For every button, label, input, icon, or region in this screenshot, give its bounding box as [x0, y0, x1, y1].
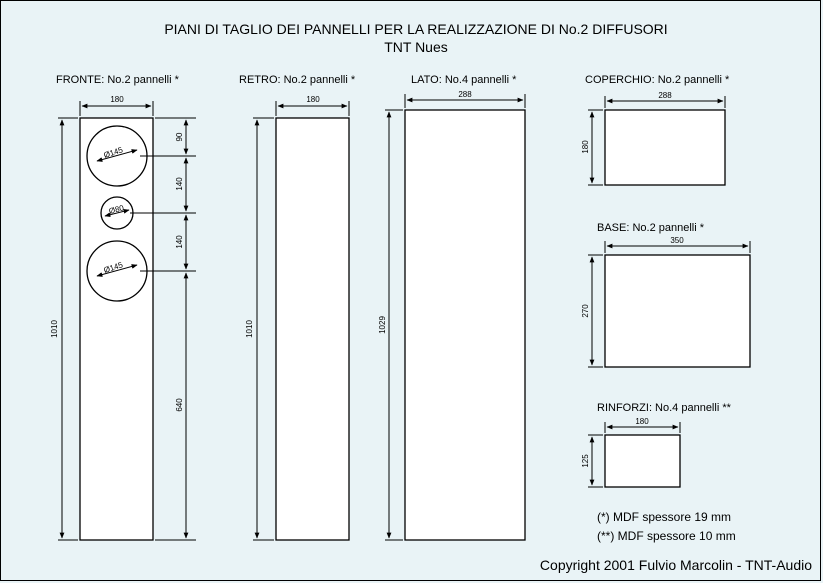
- fronte-seg4-value: 640: [175, 398, 184, 412]
- panel-retro: [239, 74, 356, 540]
- rinforzi-height-value: 125: [581, 454, 590, 468]
- rinforzi-panel-outline: [605, 435, 680, 487]
- lato-width-value: 288: [458, 90, 472, 99]
- hole3-diameter: Ø145: [102, 260, 124, 275]
- coperchio-label: COPERCHIO: No.2 pannelli *: [585, 74, 730, 86]
- panel-coperchio: [581, 74, 730, 185]
- lato-panel-outline: [405, 110, 525, 540]
- fronte-width-value: 180: [110, 95, 124, 104]
- panel-fronte: [50, 74, 196, 540]
- drawing-title: PIANI DI TAGLIO DEI PANNELLI PER LA REALIZZAZIONE DI No.2 DIFFUSORI: [164, 21, 668, 37]
- drawing-subtitle: TNT Nues: [384, 39, 448, 55]
- retro-label: RETRO: No.2 pannelli *: [239, 74, 356, 86]
- fronte-seg2-value: 140: [175, 177, 184, 191]
- fronte-seg1-value: 90: [175, 132, 184, 142]
- panel-rinforzi: [581, 402, 732, 487]
- lato-label: LATO: No.4 pannelli *: [411, 74, 517, 86]
- lato-height-value: 1029: [378, 316, 387, 334]
- hole1-diameter: Ø145: [102, 145, 124, 160]
- retro-panel-outline: [276, 118, 349, 540]
- retro-height-value: 1010: [245, 320, 254, 338]
- fronte-panel-outline: [80, 118, 153, 540]
- coperchio-panel-outline: [605, 110, 725, 185]
- rinforzi-label: RINFORZI: No.4 pannelli **: [597, 402, 731, 414]
- base-panel-outline: [605, 255, 750, 367]
- note-mdf-10: (**) MDF spessore 10 mm: [597, 529, 736, 543]
- rinforzi-width-value: 180: [635, 417, 649, 426]
- copyright-text: Copyright 2001 Fulvio Marcolin - TNT-Audio: [539, 557, 812, 573]
- coperchio-height-value: 180: [581, 140, 590, 154]
- note-mdf-19: (*) MDF spessore 19 mm: [597, 510, 732, 524]
- base-label: BASE: No.2 pannelli *: [597, 222, 705, 234]
- coperchio-width-value: 288: [658, 91, 672, 100]
- hole2-diameter: Ø80: [107, 203, 125, 216]
- panel-base: [581, 222, 750, 367]
- base-height-value: 270: [581, 304, 590, 318]
- retro-width-value: 180: [306, 95, 320, 104]
- panel-lato: [378, 74, 525, 540]
- fronte-label: FRONTE: No.2 pannelli *: [56, 74, 179, 86]
- base-width-value: 350: [670, 236, 684, 245]
- fronte-seg3-value: 140: [175, 235, 184, 249]
- fronte-height-value: 1010: [50, 320, 59, 338]
